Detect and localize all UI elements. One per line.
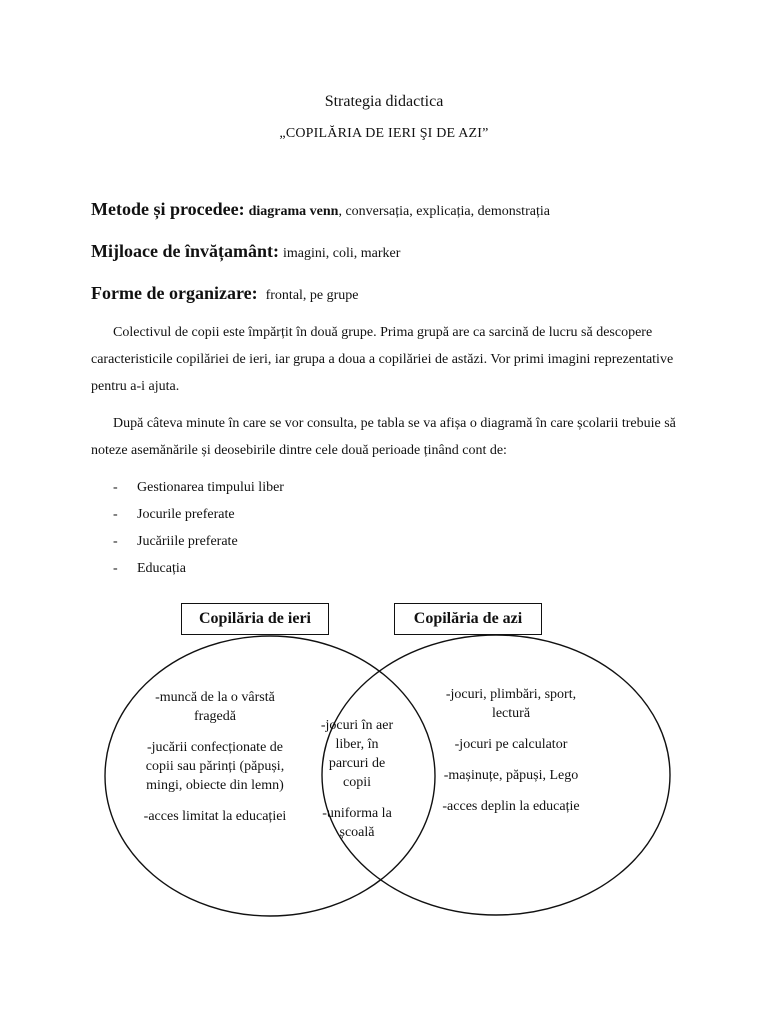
bullet-dash: - xyxy=(113,507,118,522)
page-subtitle: „COPILĂRIA DE IERI ŞI DE AZI” xyxy=(279,126,489,141)
metode-rest: , conversația, explicația, demonstrația xyxy=(338,204,550,219)
list-item-text: Educația xyxy=(137,561,186,576)
venn-right-item: -mașinuțe, păpuși, Lego xyxy=(443,768,579,783)
mijloace-label: Mijloace de învățamânt: xyxy=(91,241,279,261)
venn-right-item: -jocuri pe calculator xyxy=(454,737,568,752)
venn-right-item: -acces deplin la educație xyxy=(442,799,580,814)
venn-left-items xyxy=(140,688,290,838)
mijloace-value: imagini, coli, marker xyxy=(282,246,401,261)
forme-label: Forme de organizare: xyxy=(91,283,258,303)
venn-left-item: -muncă de la o vârstă fragedă xyxy=(155,690,275,724)
venn-left-item: -jucării confecționate de copii sau părinți (păpuși, mingi, obiecte din lemn) xyxy=(145,740,285,793)
list-item-text: Jucăriile preferate xyxy=(137,534,238,549)
bullet-dash: - xyxy=(113,561,118,576)
list-item-text: Jocurile preferate xyxy=(137,507,235,522)
paragraph-1: Colectivul de copii este împărțit în două grupe. Prima grupă are ca sarcină de lucru să descopere caracteristicile copilăriei de ieri, iar grupa a doua a copilăriei de astăzi. Vor primi imagini reprezentative pentru a-i ajuta. xyxy=(91,325,674,394)
venn-right-label: Copilăria de azi xyxy=(394,603,542,635)
forme-value: frontal, pe grupe xyxy=(265,288,359,303)
bullet-dash: - xyxy=(113,480,118,495)
metode-highlight: diagrama venn xyxy=(248,204,339,219)
venn-right-item: -jocuri, plimbări, sport, lectură xyxy=(445,687,577,721)
page-title: Strategia didactica xyxy=(324,93,444,110)
venn-left-label: Copilăria de ieri xyxy=(181,603,329,635)
venn-left-item: -acces limitat la educației xyxy=(143,809,287,824)
venn-center-item: -uniforma la școală xyxy=(322,806,392,840)
bullet-dash: - xyxy=(113,534,118,549)
metode-label: Metode și procedee: xyxy=(91,199,245,219)
paragraph-2: După câteva minute în care se vor consulta, pe tabla se va afișa o diagramă în care școlarii trebuie să noteze asemănările și deosebirile dintre cele două perioade ținând cont de: xyxy=(91,416,676,458)
venn-right-items xyxy=(436,685,586,828)
list-item-text: Gestionarea timpului liber xyxy=(137,480,284,495)
venn-center-items xyxy=(315,716,399,854)
venn-center-item: -jocuri în aer liber, în parcuri de copii xyxy=(320,718,394,790)
